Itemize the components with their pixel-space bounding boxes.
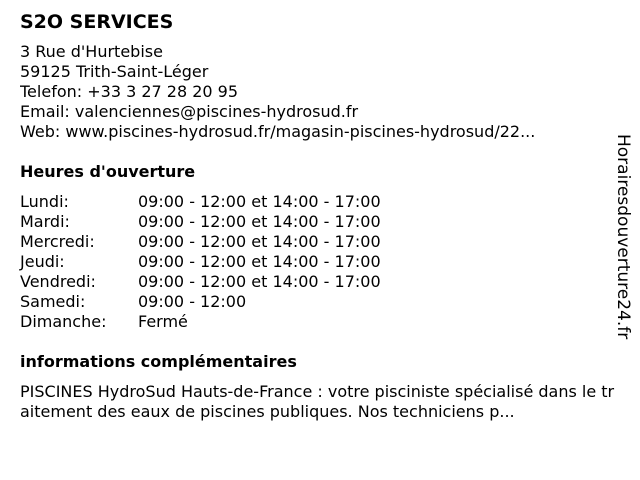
time-value: 09:00 - 12:00 et 14:00 - 17:00 <box>138 232 381 251</box>
hours-row-tuesday <box>20 212 610 232</box>
business-name: S2O SERVICES <box>20 11 174 33</box>
day-label: Vendredi: <box>20 272 96 291</box>
address-line-2: 59125 Trith-Saint-Léger <box>20 62 209 81</box>
day-label: Samedi: <box>20 292 86 311</box>
hours-table <box>20 192 610 332</box>
hours-row-saturday <box>20 292 610 312</box>
info-description: PISCINES HydroSud Hauts-de-France : votre pisciniste spécialisé dans le traitement des eaux de piscines publiques. Nos techniciens p... <box>20 382 615 421</box>
hours-row-sunday <box>20 312 610 332</box>
time-value: 09:00 - 12:00 <box>138 292 247 311</box>
day-label: Dimanche: <box>20 312 107 331</box>
side-logo-text: Horairesdouverture24.fr <box>613 134 633 340</box>
web-line: Web: www.piscines-hydrosud.fr/magasin-piscines-hydrosud/22... <box>20 122 536 141</box>
day-label: Mercredi: <box>20 232 95 251</box>
email-line: Email: valenciennes@piscines-hydrosud.fr <box>20 102 359 121</box>
hours-title: Heures d'ouverture <box>20 162 196 181</box>
hours-row-monday <box>20 192 610 212</box>
phone-line: Telefon: +33 3 27 28 20 95 <box>20 82 239 101</box>
hours-row-wednesday <box>20 232 610 252</box>
hours-row-friday <box>20 272 610 292</box>
hours-row-thursday <box>20 252 610 272</box>
business-card <box>20 8 615 422</box>
time-value: 09:00 - 12:00 et 14:00 - 17:00 <box>138 252 381 271</box>
day-label: Lundi: <box>20 192 69 211</box>
time-value: Fermé <box>138 312 188 331</box>
address-line-1: 3 Rue d'Hurtebise <box>20 42 163 61</box>
time-value: 09:00 - 12:00 et 14:00 - 17:00 <box>138 192 381 211</box>
day-label: Jeudi: <box>20 252 65 271</box>
info-title: informations complémentaires <box>20 352 297 371</box>
time-value: 09:00 - 12:00 et 14:00 - 17:00 <box>138 212 381 231</box>
day-label: Mardi: <box>20 212 70 231</box>
time-value: 09:00 - 12:00 et 14:00 - 17:00 <box>138 272 381 291</box>
